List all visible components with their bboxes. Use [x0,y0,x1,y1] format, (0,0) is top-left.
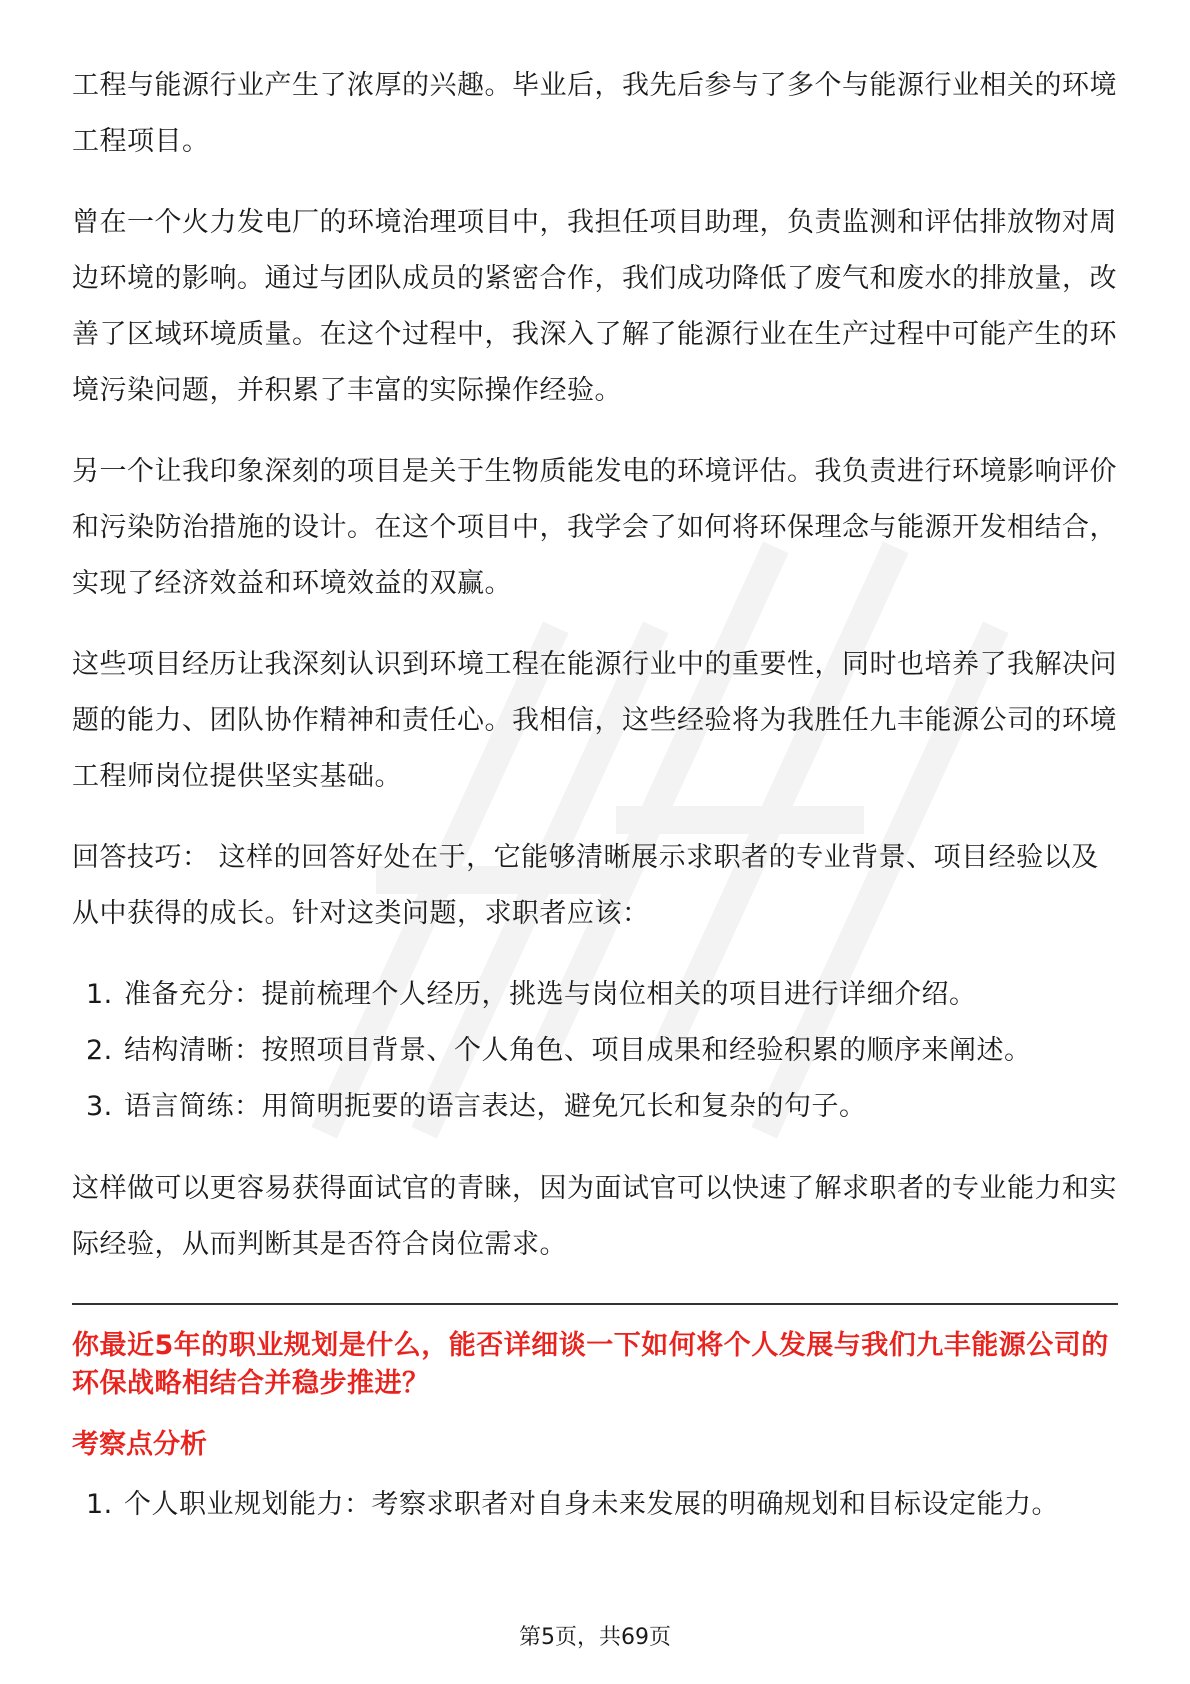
list-number: 3. [86,1091,113,1122]
list-item [72,1477,1118,1533]
paragraph-intro: 工程与能源行业产生了浓厚的兴趣。毕业后，我先后参与了多个与能源行业相关的环境工程项目。 [72,70,1117,157]
paragraph-biomass-project: 另一个让我印象深刻的项目是关于生物质能发电的环境评估。我负责进行环境影响评价和污染防治措施的设计。在这个项目中，我学会了如何将环保理念与能源开发相结合，实现了经济效益和环境效益的双赢。 [72,456,1117,599]
list-text: 结构清晰：按照项目背景、个人角色、项目成果和经验积累的顺序来阐述。 [124,1035,1032,1066]
list-item [72,967,1118,1023]
list-item [72,1023,1118,1079]
paragraph-closing: 这样做可以更容易获得面试官的青睐，因为面试官可以快速了解求职者的专业能力和实际经验，从而判断其是否符合岗位需求。 [72,1173,1117,1260]
paragraph-thermal-power-project: 曾在一个火力发电厂的环境治理项目中，我担任项目助理，负责监测和评估排放物对周边环境的影响。通过与团队成员的紧密合作，我们成功降低了废气和废水的排放量，改善了区域环境质量。在这个过程中，我深入了解了能源行业在生产过程中可能产生的环境污染问题，并积累了丰富的实际操作经验。 [72,207,1117,406]
list-number: 1. [86,979,113,1010]
list-number: 1. [86,1489,113,1520]
analysis-list [72,1477,1118,1533]
page-footer: 第5页，共69页 [519,1625,671,1650]
list-text: 语言简练：用简明扼要的语言表达，避免冗长和复杂的句子。 [124,1091,867,1122]
list-number: 2. [86,1035,113,1066]
list-text: 准备充分：提前梳理个人经历，挑选与岗位相关的项目进行详细介绍。 [124,979,977,1010]
document-page [72,58,1118,1559]
section-divider [72,1303,1118,1305]
analysis-heading: 考察点分析 [72,1429,207,1460]
list-text: 个人职业规划能力：考察求职者对自身未来发展的明确规划和目标设定能力。 [124,1489,1059,1520]
paragraph-answer-tips: 回答技巧： 这样的回答好处在于，它能够清晰展示求职者的专业背景、项目经验以及从中获得的成长。针对这类问题，求职者应该： [72,842,1099,929]
paragraph-reflection: 这些项目经历让我深刻认识到环境工程在能源行业中的重要性，同时也培养了我解决问题的能力、团队协作精神和责任心。我相信，这些经验将为我胜任九丰能源公司的环境工程师岗位提供坚实基础。 [72,649,1117,792]
list-item [72,1079,1118,1135]
tips-list [72,967,1118,1135]
interview-question: 你最近5年的职业规划是什么，能否详细谈一下如何将个人发展与我们九丰能源公司的环保战略相结合并稳步推进？ [72,1330,1109,1399]
